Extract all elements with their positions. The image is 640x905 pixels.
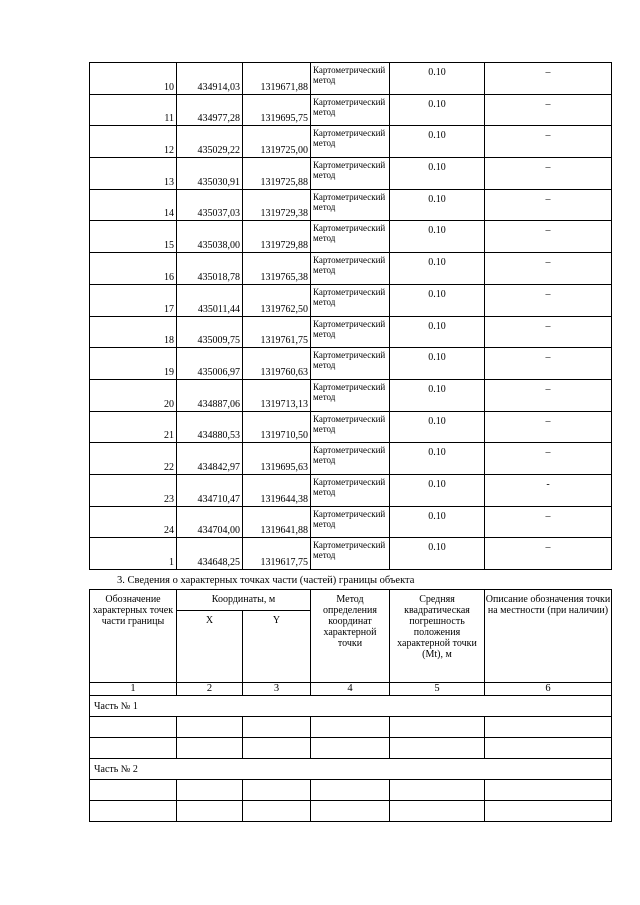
method: Картометрический метод — [311, 538, 390, 570]
description: – — [485, 158, 612, 190]
header-method: Метод определения координат характерной точки — [311, 590, 390, 683]
point-number: 12 — [90, 126, 177, 158]
column-number: 4 — [311, 683, 390, 696]
description: – — [485, 221, 612, 253]
point-row — [90, 63, 612, 95]
description: – — [485, 63, 612, 95]
column-number: 3 — [243, 683, 311, 696]
coord-x: 435011,44 — [177, 284, 243, 316]
accuracy: 0.10 — [390, 348, 485, 380]
point-number: 1 — [90, 538, 177, 570]
accuracy: 0.10 — [390, 443, 485, 475]
point-row — [90, 253, 612, 285]
point-row — [90, 379, 612, 411]
description: – — [485, 94, 612, 126]
header-point-designation: Обозначение характерных точек части границы — [90, 590, 177, 683]
coord-y: 1319713,13 — [243, 379, 311, 411]
coord-y: 1319729,38 — [243, 189, 311, 221]
accuracy: 0.10 — [390, 284, 485, 316]
description: – — [485, 348, 612, 380]
coord-y: 1319644,38 — [243, 474, 311, 506]
point-number: 15 — [90, 221, 177, 253]
empty-cell — [177, 780, 243, 801]
empty-row — [90, 738, 612, 759]
point-number: 18 — [90, 316, 177, 348]
point-row — [90, 316, 612, 348]
method: Картометрический метод — [311, 221, 390, 253]
coord-y: 1319695,75 — [243, 94, 311, 126]
method: Картометрический метод — [311, 94, 390, 126]
point-row — [90, 126, 612, 158]
coord-y: 1319725,88 — [243, 158, 311, 190]
point-number: 22 — [90, 443, 177, 475]
point-row — [90, 506, 612, 538]
method: Картометрический метод — [311, 379, 390, 411]
empty-cell — [90, 801, 177, 822]
points-table — [89, 62, 612, 570]
description: – — [485, 538, 612, 570]
empty-cell — [311, 738, 390, 759]
empty-cell — [243, 801, 311, 822]
accuracy: 0.10 — [390, 379, 485, 411]
empty-cell — [177, 717, 243, 738]
description: – — [485, 411, 612, 443]
column-number: 5 — [390, 683, 485, 696]
part-1-label: Часть № 1 — [90, 696, 612, 717]
coord-y: 1319617,75 — [243, 538, 311, 570]
point-row — [90, 221, 612, 253]
coord-x: 434842,97 — [177, 443, 243, 475]
coord-x: 435006,97 — [177, 348, 243, 380]
point-row — [90, 474, 612, 506]
accuracy: 0.10 — [390, 411, 485, 443]
coord-y: 1319641,88 — [243, 506, 311, 538]
accuracy: 0.10 — [390, 63, 485, 95]
empty-row — [90, 801, 612, 822]
coord-y: 1319761,75 — [243, 316, 311, 348]
point-row — [90, 284, 612, 316]
part-points-table — [89, 589, 612, 822]
point-number: 24 — [90, 506, 177, 538]
column-numbers-row — [90, 683, 612, 696]
coord-y: 1319729,88 — [243, 221, 311, 253]
part-2-row — [90, 759, 612, 780]
method: Картометрический метод — [311, 506, 390, 538]
accuracy: 0.10 — [390, 221, 485, 253]
empty-cell — [90, 717, 177, 738]
method: Картометрический метод — [311, 348, 390, 380]
coord-x: 434914,03 — [177, 63, 243, 95]
point-number: 14 — [90, 189, 177, 221]
header-x: X — [177, 611, 243, 683]
point-row — [90, 158, 612, 190]
coord-x: 435038,00 — [177, 221, 243, 253]
empty-cell — [485, 717, 612, 738]
empty-cell — [485, 801, 612, 822]
point-number: 17 — [90, 284, 177, 316]
description: – — [485, 284, 612, 316]
coord-x: 435037,03 — [177, 189, 243, 221]
method: Картометрический метод — [311, 474, 390, 506]
method: Картометрический метод — [311, 253, 390, 285]
empty-cell — [243, 780, 311, 801]
header-description: Описание обозначения точки на местности (при наличии) — [485, 590, 612, 683]
coord-x: 435018,78 — [177, 253, 243, 285]
empty-cell — [311, 801, 390, 822]
coord-y: 1319762,50 — [243, 284, 311, 316]
point-number: 16 — [90, 253, 177, 285]
point-row — [90, 443, 612, 475]
description: - — [485, 474, 612, 506]
coord-y: 1319760,63 — [243, 348, 311, 380]
empty-cell — [177, 801, 243, 822]
method: Картометрический метод — [311, 63, 390, 95]
header-coordinates: Координаты, м — [177, 590, 311, 611]
method: Картометрический метод — [311, 443, 390, 475]
method: Картометрический метод — [311, 158, 390, 190]
accuracy: 0.10 — [390, 538, 485, 570]
coord-x: 434977,28 — [177, 94, 243, 126]
accuracy: 0.10 — [390, 189, 485, 221]
coord-x: 435009,75 — [177, 316, 243, 348]
column-number: 1 — [90, 683, 177, 696]
empty-cell — [90, 738, 177, 759]
empty-cell — [390, 738, 485, 759]
description: – — [485, 506, 612, 538]
coord-y: 1319765,38 — [243, 253, 311, 285]
coord-x: 434887,06 — [177, 379, 243, 411]
coord-x: 434704,00 — [177, 506, 243, 538]
coord-x: 435029,22 — [177, 126, 243, 158]
description: – — [485, 443, 612, 475]
accuracy: 0.10 — [390, 94, 485, 126]
method: Картометрический метод — [311, 411, 390, 443]
description: – — [485, 189, 612, 221]
coord-y: 1319695,63 — [243, 443, 311, 475]
method: Картометрический метод — [311, 126, 390, 158]
empty-cell — [390, 717, 485, 738]
points-table-body — [90, 63, 612, 570]
point-number: 19 — [90, 348, 177, 380]
empty-cell — [485, 780, 612, 801]
point-row — [90, 189, 612, 221]
accuracy: 0.10 — [390, 158, 485, 190]
header-accuracy: Средняя квадратическая погрешность положения характерной точки (Mt), м — [390, 590, 485, 683]
accuracy: 0.10 — [390, 506, 485, 538]
coord-x: 434710,47 — [177, 474, 243, 506]
empty-cell — [485, 738, 612, 759]
part-1-row — [90, 696, 612, 717]
description: – — [485, 253, 612, 285]
empty-cell — [90, 780, 177, 801]
method: Картометрический метод — [311, 189, 390, 221]
point-row — [90, 411, 612, 443]
point-number: 10 — [90, 63, 177, 95]
accuracy: 0.10 — [390, 126, 485, 158]
header-y: Y — [243, 611, 311, 683]
column-number: 2 — [177, 683, 243, 696]
column-number: 6 — [485, 683, 612, 696]
empty-cell — [311, 717, 390, 738]
coord-y: 1319725,00 — [243, 126, 311, 158]
empty-row — [90, 780, 612, 801]
point-row — [90, 94, 612, 126]
point-number: 23 — [90, 474, 177, 506]
empty-cell — [243, 738, 311, 759]
method: Картометрический метод — [311, 316, 390, 348]
point-row — [90, 538, 612, 570]
empty-cell — [177, 738, 243, 759]
coord-y: 1319710,50 — [243, 411, 311, 443]
empty-cell — [390, 780, 485, 801]
method: Картометрический метод — [311, 284, 390, 316]
section-title: 3. Сведения о характерных точках части (частей) границы объекта — [117, 575, 415, 586]
coord-y: 1319671,88 — [243, 63, 311, 95]
description: – — [485, 379, 612, 411]
point-number: 21 — [90, 411, 177, 443]
description: – — [485, 126, 612, 158]
accuracy: 0.10 — [390, 253, 485, 285]
point-number: 20 — [90, 379, 177, 411]
coord-x: 434880,53 — [177, 411, 243, 443]
accuracy: 0.10 — [390, 474, 485, 506]
empty-cell — [243, 717, 311, 738]
empty-row — [90, 717, 612, 738]
header-row — [90, 590, 612, 611]
empty-cell — [311, 780, 390, 801]
empty-cell — [390, 801, 485, 822]
accuracy: 0.10 — [390, 316, 485, 348]
part-2-label: Часть № 2 — [90, 759, 612, 780]
description: – — [485, 316, 612, 348]
coord-x: 434648,25 — [177, 538, 243, 570]
point-row — [90, 348, 612, 380]
point-number: 11 — [90, 94, 177, 126]
coord-x: 435030,91 — [177, 158, 243, 190]
point-number: 13 — [90, 158, 177, 190]
